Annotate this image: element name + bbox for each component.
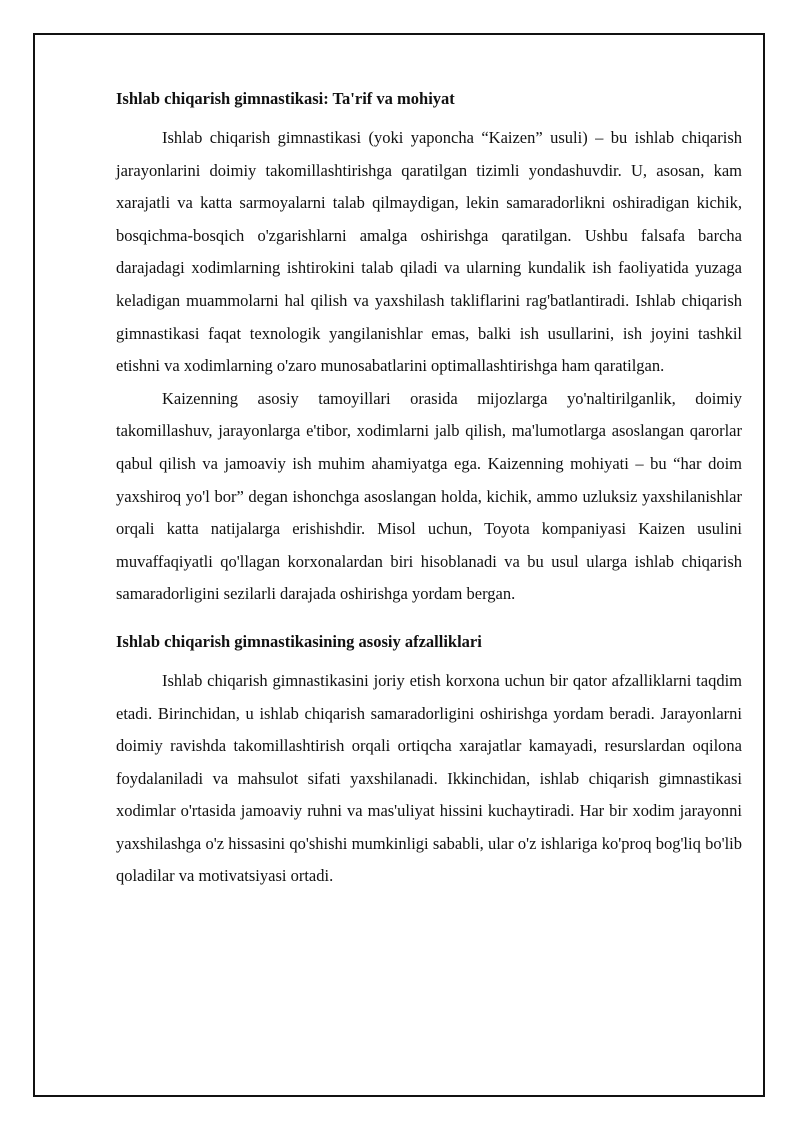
paragraph-advantages-1: Ishlab chiqarish gimnastikasini joriy etish korxona uchun bir qator afzalliklarni taqdim etadi. Birinchidan, u ishlab chiqarish samaradorligini oshirishga yordam beradi. Jarayonlarni doimiy ravishda takomillashtirish orqali ortiqcha xarajatlar kamayadi, resurslardan oqilona foydalaniladi va mahsulot sifati yaxshilanadi. Ikkinchidan, ishlab chiqarish gimnastikasi xodimlar o'rtasida jamoaviy ruhni va mas'uliyat hissini kuchaytiradi. Har bir xodim jarayonni yaxshilashga o'z hissasini qo'shishi mumkinligi sababli, ular o'z ishlariga ko'proq bog'liq bo'lib qoladilar va motivatsiyasi ortadi. (116, 670, 742, 886)
paragraph-definition-2: Kaizenning asosiy tamoyillari orasida mijozlarga yo'naltirilganlik, doimiy takomillashuv, jarayonlarga e'tibor, xodimlarni jalb qilish, ma'lumotlarga asoslangan qarorlar qabul qilish va jamoaviy ish muhim ahamiyatga ega. Kaizenning mohiyati – bu “har doim yaxshiroq yo'l bor” degan ishonchga asoslangan holda, kichik, ammo uzluksiz yaxshilanishlar orqali katta natijalarga erishishdir. Misol uchun, Toyota kompaniyasi Kaizen usulini muvaffaqiyatli qo'llagan korxonalardan biri hisoblanadi va bu usul ularga ishlab chiqarish samaradorligini sezilarli darajada oshirishga yordam bergan. (116, 388, 742, 604)
document-body (116, 84, 742, 893)
paragraph-definition-1: Ishlab chiqarish gimnastikasi (yoki yaponcha “Kaizen” usuli) – bu ishlab chiqarish jarayonlarini doimiy takomillashtirishga qaratilgan tizimli yondashuvdir. U, asosan, kam xarajatli va katta sarmoyalarni talab qilmaydigan, lekin samaradorlikni oshiradigan kichik, bosqichma-bosqich o'zgarishlarni amalga oshirishga qaratilgan. Ushbu falsafa barcha darajadagi xodimlarning ishtirokini talab qiladi va ularning kundalik ish faoliyatida yuzaga keladigan muammolarni hal qilish va yaxshilash takliflarini rag'batlantiradi. Ishlab chiqarish gimnastikasi faqat texnologik yangilanishlar emas, balki ish usullarini, ish joyini tashkil etishni va xodimlarning o'zaro munosabatlarini optimallashtirishga ham qaratilgan. (116, 128, 742, 376)
section-heading-advantages: Ishlab chiqarish gimnastikasining asosiy afzalliklari (116, 631, 482, 651)
section-heading-definition: Ishlab chiqarish gimnastikasi: Ta'rif va mohiyat (116, 89, 455, 108)
